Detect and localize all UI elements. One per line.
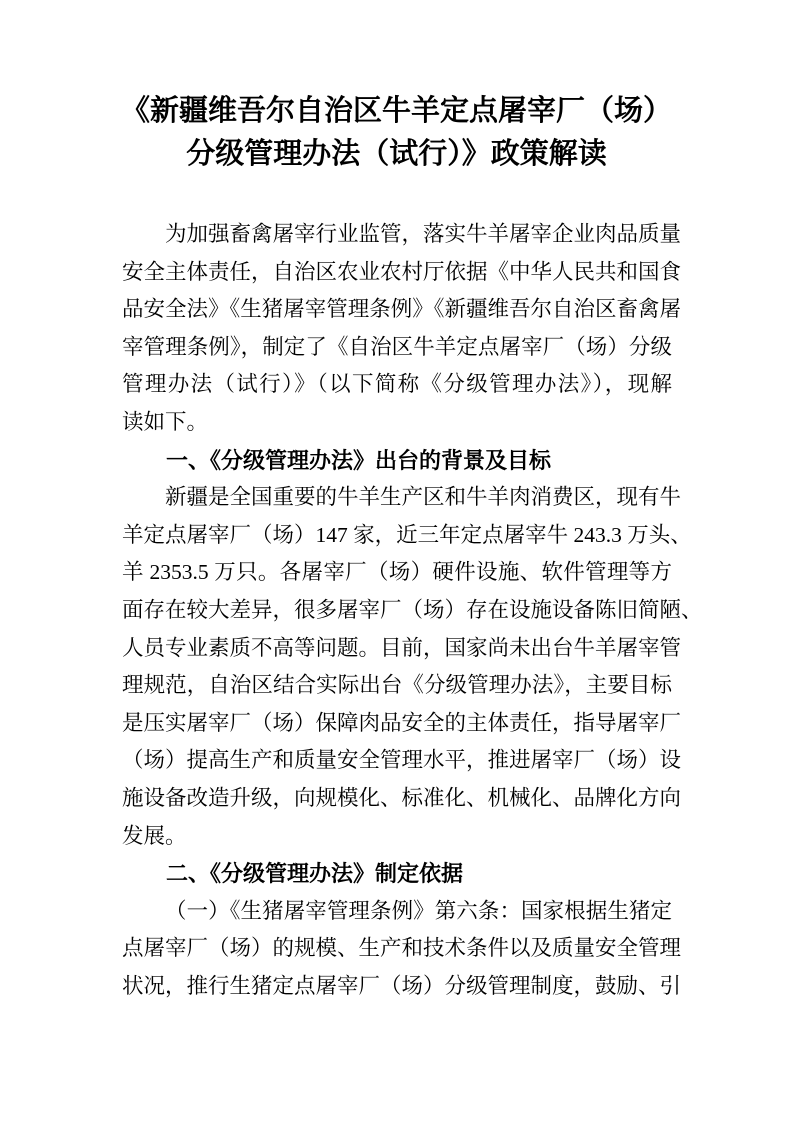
paragraph-line: （场）提高生产和质量安全管理水平，推进屠宰厂（场）设: [122, 748, 682, 773]
paragraph-line: 面存在较大差异，很多屠宰厂（场）存在设施设备陈旧简陋、: [122, 597, 703, 622]
paragraph-line: 安全主体责任，自治区农业农村厅依据《中华人民共和国食: [122, 259, 682, 284]
paragraph-line: 宰管理条例》，制定了《自治区牛羊定点屠宰厂（场）分级: [122, 334, 672, 359]
paragraph-line: （一）《生猪屠宰管理条例》第六条：国家根据生猪定: [165, 898, 672, 923]
paragraph-line: 点屠宰厂（场）的规模、生产和技术条件以及质量安全管理: [122, 936, 682, 961]
paragraph-line: 人员专业素质不高等问题。目前，国家尚未出台牛羊屠宰管: [122, 635, 682, 660]
basis-paragraph: [122, 893, 682, 1006]
paragraph-line: 发展。: [122, 823, 187, 848]
paragraph-line: 羊 2353.5 万只。各屠宰厂（场）硬件设施、软件管理等方: [122, 560, 672, 585]
paragraph-line: 理规范，自治区结合实际出台《分级管理办法》，主要目标: [122, 673, 672, 698]
document-body: [0, 216, 793, 1005]
paragraph-line: 是压实屠宰厂（场）保障肉品安全的主体责任，指导屠宰厂: [122, 710, 682, 735]
paragraph-line: 羊定点屠宰厂（场）147 家，近三年定点屠宰牛 243.3 万头、: [122, 522, 692, 547]
paragraph-line: 施设备改造升级，向规模化、标准化、机械化、品牌化方向: [122, 785, 682, 810]
section-heading-1: 一、《分级管理办法》出台的背景及目标: [166, 447, 552, 473]
title-line-2: 分级管理办法（试行）》政策解读: [186, 138, 607, 170]
paragraph-line: 状况，推行生猪定点屠宰厂（场）分级管理制度，鼓励、引: [122, 973, 682, 998]
background-paragraph: [122, 479, 703, 855]
paragraph-line: 为加强畜禽屠宰行业监管，落实牛羊屠宰企业肉品质量: [165, 222, 682, 246]
paragraph-line: 管理办法（试行）》（以下简称《分级管理办法》），现解: [122, 372, 672, 397]
title-line-1: 《新疆维吾尔自治区牛羊定点屠宰厂（场）: [120, 95, 672, 127]
paragraph-line: 新疆是全国重要的牛羊生产区和牛羊肉消费区，现有牛: [165, 485, 682, 510]
paragraph-line: 读如下。: [122, 409, 209, 434]
document-title: [0, 90, 793, 176]
paragraph-line: 品安全法》《生猪屠宰管理条例》《新疆维吾尔自治区畜禽屠: [122, 297, 682, 322]
section-heading-2: 二、《分级管理办法》制定依据: [166, 861, 464, 887]
intro-paragraph: [122, 216, 682, 442]
